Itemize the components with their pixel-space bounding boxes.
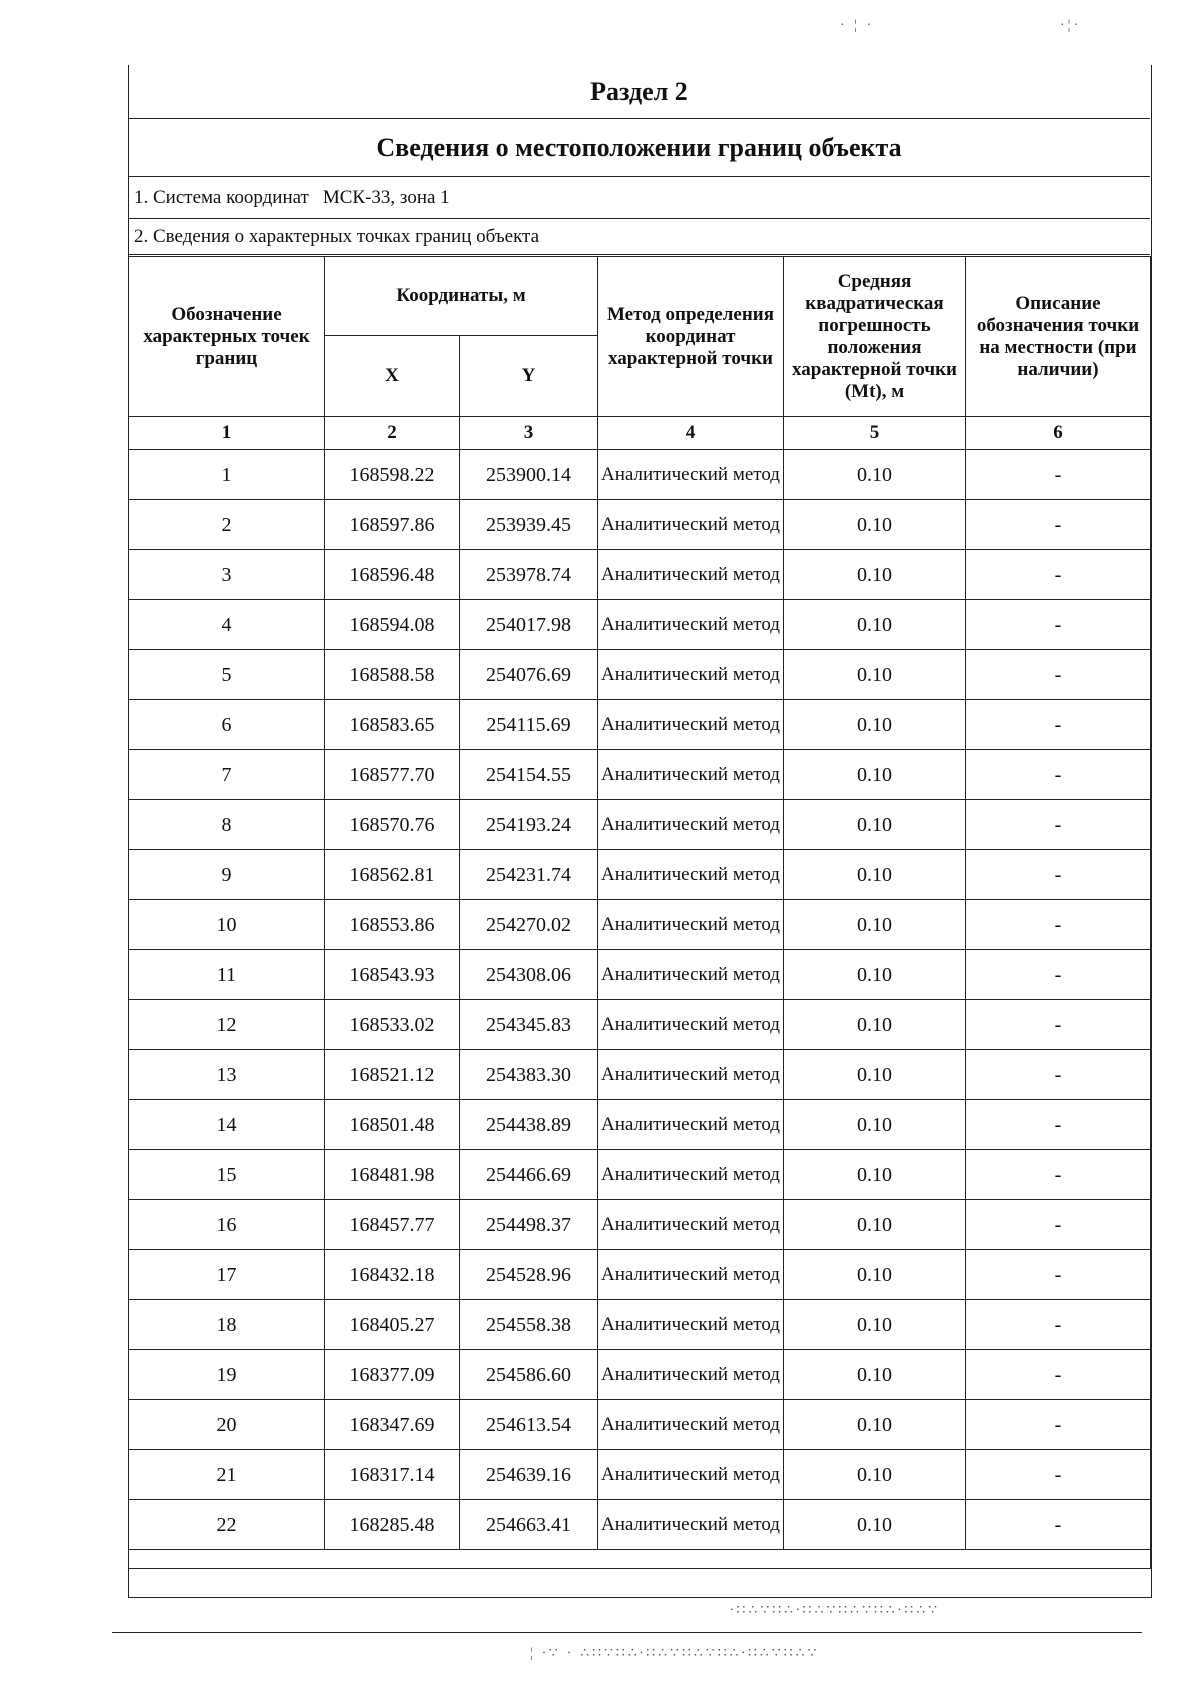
method-cell: Аналитический метод bbox=[598, 950, 784, 1000]
coordinate-x: 168596.48 bbox=[325, 550, 460, 600]
coordinate-y: 253900.14 bbox=[460, 450, 598, 500]
description-cell: - bbox=[966, 750, 1151, 800]
table-row bbox=[129, 850, 1151, 900]
coordinate-x: 168577.70 bbox=[325, 750, 460, 800]
table-row bbox=[129, 600, 1151, 650]
error-cell: 0.10 bbox=[784, 650, 966, 700]
description-cell: - bbox=[966, 850, 1151, 900]
method-cell: Аналитический метод bbox=[598, 550, 784, 600]
point-number: 4 bbox=[129, 600, 325, 650]
method-cell: Аналитический метод bbox=[598, 600, 784, 650]
point-number: 7 bbox=[129, 750, 325, 800]
description-cell: - bbox=[966, 700, 1151, 750]
error-cell: 0.10 bbox=[784, 1300, 966, 1350]
error-cell: 0.10 bbox=[784, 450, 966, 500]
method-cell: Аналитический метод bbox=[598, 800, 784, 850]
point-number: 6 bbox=[129, 700, 325, 750]
coordinate-x: 168543.93 bbox=[325, 950, 460, 1000]
header-error: Средняя квадратическая погрешность положения характерной точки (Mt), м bbox=[784, 257, 966, 417]
table-row bbox=[129, 1100, 1151, 1150]
description-cell: - bbox=[966, 950, 1151, 1000]
scan-noise: ¦ ∙∵ ∙ ∴∷∵∷∴∙∷∴∵∷∴∵∷∴∙∷∴∵∷∴∵ bbox=[530, 1646, 820, 1661]
description-cell: - bbox=[966, 550, 1151, 600]
description-cell: - bbox=[966, 800, 1151, 850]
coordinate-y: 254345.83 bbox=[460, 1000, 598, 1050]
error-cell: 0.10 bbox=[784, 1050, 966, 1100]
table-row bbox=[129, 900, 1151, 950]
column-number: 3 bbox=[460, 417, 598, 450]
error-cell: 0.10 bbox=[784, 1200, 966, 1250]
method-cell: Аналитический метод bbox=[598, 1400, 784, 1450]
point-number: 21 bbox=[129, 1450, 325, 1500]
method-cell: Аналитический метод bbox=[598, 650, 784, 700]
column-number: 6 bbox=[966, 417, 1151, 450]
method-cell: Аналитический метод bbox=[598, 1050, 784, 1100]
point-number: 1 bbox=[129, 450, 325, 500]
point-number: 3 bbox=[129, 550, 325, 600]
coordinate-y: 254558.38 bbox=[460, 1300, 598, 1350]
column-number: 5 bbox=[784, 417, 966, 450]
header-coordinates: Координаты, м bbox=[325, 257, 598, 336]
coordinate-y: 254076.69 bbox=[460, 650, 598, 700]
point-number: 20 bbox=[129, 1400, 325, 1450]
description-cell: - bbox=[966, 1450, 1151, 1500]
description-cell: - bbox=[966, 1300, 1151, 1350]
point-number: 15 bbox=[129, 1150, 325, 1200]
point-number: 10 bbox=[129, 900, 325, 950]
error-cell: 0.10 bbox=[784, 950, 966, 1000]
coordinate-x: 168598.22 bbox=[325, 450, 460, 500]
method-cell: Аналитический метод bbox=[598, 1150, 784, 1200]
coordinate-y: 254154.55 bbox=[460, 750, 598, 800]
table-row bbox=[129, 800, 1151, 850]
table-row bbox=[129, 1300, 1151, 1350]
coordinate-system-label: 1. Система координат bbox=[134, 186, 309, 208]
table-row bbox=[129, 1200, 1151, 1250]
coordinate-y: 254438.89 bbox=[460, 1100, 598, 1150]
coordinate-system-value: МСК-33, зона 1 bbox=[322, 186, 450, 208]
coordinate-y: 254498.37 bbox=[460, 1200, 598, 1250]
method-cell: Аналитический метод bbox=[598, 700, 784, 750]
error-cell: 0.10 bbox=[784, 850, 966, 900]
coordinate-x: 168377.09 bbox=[325, 1350, 460, 1400]
scan-noise: · ¦ · bbox=[840, 18, 875, 33]
error-cell: 0.10 bbox=[784, 1250, 966, 1300]
error-cell: 0.10 bbox=[784, 1100, 966, 1150]
column-number: 1 bbox=[129, 417, 325, 450]
error-cell: 0.10 bbox=[784, 550, 966, 600]
method-cell: Аналитический метод bbox=[598, 750, 784, 800]
coordinate-x: 168317.14 bbox=[325, 1450, 460, 1500]
empty-cell bbox=[129, 1550, 1151, 1569]
coordinate-x: 168533.02 bbox=[325, 1000, 460, 1050]
error-cell: 0.10 bbox=[784, 1350, 966, 1400]
coordinate-y: 254231.74 bbox=[460, 850, 598, 900]
method-cell: Аналитический метод bbox=[598, 1350, 784, 1400]
coordinate-y: 254639.16 bbox=[460, 1450, 598, 1500]
method-cell: Аналитический метод bbox=[598, 900, 784, 950]
coordinate-x: 168457.77 bbox=[325, 1200, 460, 1250]
coordinate-y: 254586.60 bbox=[460, 1350, 598, 1400]
coordinate-y: 254383.30 bbox=[460, 1050, 598, 1100]
method-cell: Аналитический метод bbox=[598, 450, 784, 500]
column-number: 4 bbox=[598, 417, 784, 450]
error-cell: 0.10 bbox=[784, 1450, 966, 1500]
header-y: Y bbox=[460, 336, 598, 417]
coordinate-y: 254663.41 bbox=[460, 1500, 598, 1550]
coordinate-x: 168481.98 bbox=[325, 1150, 460, 1200]
coordinate-x: 168562.81 bbox=[325, 850, 460, 900]
coordinate-x: 168285.48 bbox=[325, 1500, 460, 1550]
coordinate-x: 168588.58 bbox=[325, 650, 460, 700]
description-cell: - bbox=[966, 1000, 1151, 1050]
header-description: Описание обозначения точки на местности (при наличии) bbox=[966, 257, 1151, 417]
table-row bbox=[129, 1450, 1151, 1500]
table-row bbox=[129, 1000, 1151, 1050]
coordinate-x: 168521.12 bbox=[325, 1050, 460, 1100]
description-cell: - bbox=[966, 1150, 1151, 1200]
point-number: 22 bbox=[129, 1500, 325, 1550]
coordinate-x: 168597.86 bbox=[325, 500, 460, 550]
error-cell: 0.10 bbox=[784, 800, 966, 850]
table-row bbox=[129, 1400, 1151, 1450]
error-cell: 0.10 bbox=[784, 1500, 966, 1550]
description-cell: - bbox=[966, 1500, 1151, 1550]
point-number: 2 bbox=[129, 500, 325, 550]
point-number: 13 bbox=[129, 1050, 325, 1100]
empty-row bbox=[129, 1550, 1151, 1569]
point-number: 11 bbox=[129, 950, 325, 1000]
point-number: 16 bbox=[129, 1200, 325, 1250]
table-row bbox=[129, 550, 1151, 600]
method-cell: Аналитический метод bbox=[598, 1450, 784, 1500]
point-number: 8 bbox=[129, 800, 325, 850]
coordinate-x: 168347.69 bbox=[325, 1400, 460, 1450]
description-cell: - bbox=[966, 1200, 1151, 1250]
point-number: 14 bbox=[129, 1100, 325, 1150]
description-cell: - bbox=[966, 1250, 1151, 1300]
coordinate-x: 168501.48 bbox=[325, 1100, 460, 1150]
header-method: Метод определения координат характерной точки bbox=[598, 257, 784, 417]
error-cell: 0.10 bbox=[784, 1000, 966, 1050]
coordinate-y: 254270.02 bbox=[460, 900, 598, 950]
header-x: X bbox=[325, 336, 460, 417]
method-cell: Аналитический метод bbox=[598, 1100, 784, 1150]
description-cell: - bbox=[966, 1350, 1151, 1400]
coordinate-y: 253939.45 bbox=[460, 500, 598, 550]
description-cell: - bbox=[966, 450, 1151, 500]
method-cell: Аналитический метод bbox=[598, 1200, 784, 1250]
description-cell: - bbox=[966, 900, 1151, 950]
table-row bbox=[129, 500, 1151, 550]
coordinate-y: 254613.54 bbox=[460, 1400, 598, 1450]
coordinate-y: 254466.69 bbox=[460, 1150, 598, 1200]
bottom-divider bbox=[112, 1632, 1142, 1633]
table-row bbox=[129, 450, 1151, 500]
points-table-body bbox=[129, 450, 1151, 1569]
table-row bbox=[129, 1500, 1151, 1550]
coordinate-x: 168570.76 bbox=[325, 800, 460, 850]
point-number: 12 bbox=[129, 1000, 325, 1050]
method-cell: Аналитический метод bbox=[598, 850, 784, 900]
point-number: 18 bbox=[129, 1300, 325, 1350]
method-cell: Аналитический метод bbox=[598, 1300, 784, 1350]
coordinate-x: 168553.86 bbox=[325, 900, 460, 950]
error-cell: 0.10 bbox=[784, 900, 966, 950]
coordinate-x: 168405.27 bbox=[325, 1300, 460, 1350]
table-row bbox=[129, 700, 1151, 750]
coordinate-x: 168432.18 bbox=[325, 1250, 460, 1300]
description-cell: - bbox=[966, 1400, 1151, 1450]
error-cell: 0.10 bbox=[784, 500, 966, 550]
description-cell: - bbox=[966, 500, 1151, 550]
description-cell: - bbox=[966, 1050, 1151, 1100]
table-row bbox=[129, 1350, 1151, 1400]
table-row bbox=[129, 950, 1151, 1000]
description-cell: - bbox=[966, 600, 1151, 650]
coordinate-y: 254528.96 bbox=[460, 1250, 598, 1300]
coordinate-y: 254115.69 bbox=[460, 700, 598, 750]
error-cell: 0.10 bbox=[784, 600, 966, 650]
method-cell: Аналитический метод bbox=[598, 500, 784, 550]
section-title: Раздел 2 bbox=[128, 65, 1150, 119]
method-cell: Аналитический метод bbox=[598, 1500, 784, 1550]
coordinate-y: 254308.06 bbox=[460, 950, 598, 1000]
point-number: 17 bbox=[129, 1250, 325, 1300]
scan-noise: ·¦· bbox=[1060, 18, 1082, 33]
coordinate-y: 254017.98 bbox=[460, 600, 598, 650]
error-cell: 0.10 bbox=[784, 700, 966, 750]
point-number: 9 bbox=[129, 850, 325, 900]
coordinate-system-row bbox=[128, 177, 1150, 219]
points-heading: 2. Сведения о характерных точках границ объекта bbox=[128, 220, 1150, 255]
method-cell: Аналитический метод bbox=[598, 1250, 784, 1300]
table-row bbox=[129, 1250, 1151, 1300]
table-row bbox=[129, 650, 1151, 700]
point-number: 5 bbox=[129, 650, 325, 700]
error-cell: 0.10 bbox=[784, 750, 966, 800]
point-number: 19 bbox=[129, 1350, 325, 1400]
coordinate-y: 253978.74 bbox=[460, 550, 598, 600]
page-title: Сведения о местоположении границ объекта bbox=[128, 119, 1150, 177]
column-number: 2 bbox=[325, 417, 460, 450]
table-row bbox=[129, 1050, 1151, 1100]
coordinate-x: 168583.65 bbox=[325, 700, 460, 750]
coordinate-y: 254193.24 bbox=[460, 800, 598, 850]
coordinate-x: 168594.08 bbox=[325, 600, 460, 650]
method-cell: Аналитический метод bbox=[598, 1000, 784, 1050]
table-row bbox=[129, 1150, 1151, 1200]
error-cell: 0.10 bbox=[784, 1150, 966, 1200]
description-cell: - bbox=[966, 650, 1151, 700]
scan-noise: ∙∷∴∵∷∴∙∷∴∵∷∴∵∷∴∙∷∴∵ bbox=[730, 1603, 941, 1618]
table-row bbox=[129, 750, 1151, 800]
error-cell: 0.10 bbox=[784, 1400, 966, 1450]
points-table bbox=[128, 256, 1151, 1569]
description-cell: - bbox=[966, 1100, 1151, 1150]
header-designation: Обозначение характерных точек границ bbox=[129, 257, 325, 417]
